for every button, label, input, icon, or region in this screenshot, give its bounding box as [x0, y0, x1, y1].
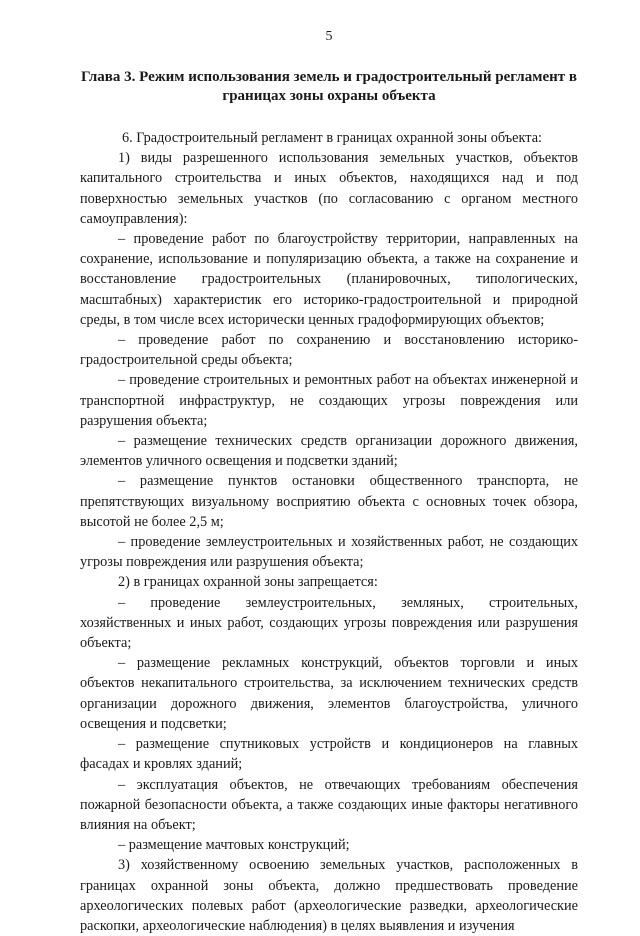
list-item: – проведение работ по сохранению и восстановлению историко-градостроительной среды объекта;	[80, 332, 578, 369]
list-item: – эксплуатация объектов, не отвечающих требованиям обеспечения пожарной безопасности объекта, а также создающих иные факторы негативного влияния на объект;	[80, 776, 578, 833]
list-item: – размещение пунктов остановки общественного транспорта, не препятствующих визуальному восприятию объекта с основных точек обзора, высотой не более 2,5 м;	[80, 473, 578, 530]
paragraph-prohibitions: 2) в границах охранной зоны запрещается:	[118, 574, 378, 591]
chapter-title: Глава 3. Режим использования земель и градостроительный регламент в границах зоны охраны объекта	[81, 69, 577, 104]
paragraph-archaeology: 3) хозяйственному освоению земельных участков, расположенных в границах охранной зоны объекта, должно предшествовать проведение археологических полевых работ (археологические разведки, археологические раскопки, археологические наблюдения) в целях выявления и изучения	[80, 857, 578, 934]
list-item: – размещение технических средств организации дорожного движения, элементов уличного освещения и подсветки зданий;	[80, 433, 578, 470]
page-number: 5	[325, 29, 333, 44]
list-item: – проведение землеустроительных и хозяйственных работ, не создающих угрозы повреждения или разрушения объекта;	[80, 534, 578, 571]
list-item: – размещение мачтовых конструкций;	[118, 837, 350, 854]
list-item: – размещение спутниковых устройств и кондиционеров на главных фасадах и кровлях зданий;	[80, 736, 578, 773]
list-item: – размещение рекламных конструкций, объектов торговли и иных объектов некапитального строительства, за исключением технических средств организации дорожного движения, элементов благоустройства, уличного освещения и подсветки;	[80, 655, 578, 732]
paragraph-intro: 6. Градостроительный регламент в границах охранной зоны объекта:	[122, 130, 543, 146]
list-item: – проведение землеустроительных, земляных, строительных, хозяйственных и иных работ, создающих угрозы повреждения или разрушения объекта;	[80, 594, 578, 652]
paragraph-permitted-uses: 1) виды разрешенного использования земельных участков, объектов капитального строительства и иных объектов, находящихся над и под поверхностью земельных участков (по согласованию с органом местного самоуправления):	[80, 150, 578, 227]
document-page	[80, 28, 578, 936]
list-item: – проведение строительных и ремонтных работ на объектах инженерной и транспортной инфраструктур, не создающих угрозы повреждения или разрушения объекта;	[80, 372, 578, 429]
list-item: – проведение работ по благоустройству территории, направленных на сохранение, использование и популяризацию объекта, а также на сохранение и восстановление градостроительных (планировочных, типологических, масштабных) характеристик его историко-градостроительной и природной среды, в том числе всех исторически ценных градоформирующих объектов;	[80, 231, 578, 328]
document-body	[80, 128, 578, 936]
